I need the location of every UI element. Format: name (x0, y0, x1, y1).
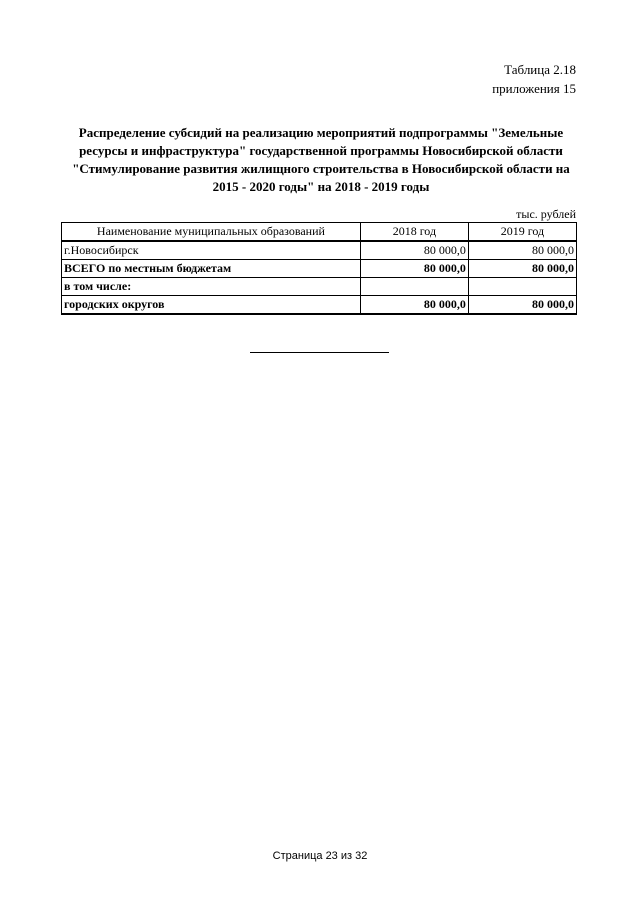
title-line-1: Распределение субсидий на реализацию мероприятий подпрограммы "Земельные (78, 125, 564, 140)
column-header-name: Наименование муниципальных образований (62, 223, 361, 242)
table-row (62, 241, 577, 260)
row-value-2019 (468, 278, 576, 296)
row-value-2018 (360, 278, 468, 296)
table-header-row (62, 223, 577, 242)
row-value-2018: 80 000,0 (360, 241, 468, 260)
document-title (66, 124, 576, 196)
divider-line (250, 352, 389, 353)
row-value-2019: 80 000,0 (468, 260, 576, 278)
row-name: в том числе: (62, 278, 361, 296)
row-value-2018: 80 000,0 (360, 296, 468, 315)
row-value-2019: 80 000,0 (468, 296, 576, 315)
unit-label: тыс. рублей (516, 207, 576, 221)
row-value-2019: 80 000,0 (468, 241, 576, 260)
table-reference (492, 60, 576, 98)
row-name: ВСЕГО по местным бюджетам (62, 260, 361, 278)
row-name: г.Новосибирск (62, 241, 361, 260)
column-header-2018: 2018 год (360, 223, 468, 242)
row-name: городских округов (62, 296, 361, 315)
title-line-3: "Стимулирование развития жилищного строительства в Новосибирской области на (72, 161, 570, 176)
appendix-number: приложения 15 (492, 81, 576, 96)
table-row (62, 260, 577, 278)
column-header-2019: 2019 год (468, 223, 576, 242)
table-row (62, 296, 577, 315)
subsidy-table (61, 222, 577, 315)
table-number: Таблица 2.18 (504, 62, 576, 77)
page-number: Страница 23 из 32 (272, 850, 368, 862)
row-value-2018: 80 000,0 (360, 260, 468, 278)
table-row (62, 278, 577, 296)
title-line-4: 2015 - 2020 годы" на 2018 - 2019 годы (212, 179, 430, 194)
title-line-2: ресурсы и инфраструктура" государственной программы Новосибирской области (79, 143, 563, 158)
